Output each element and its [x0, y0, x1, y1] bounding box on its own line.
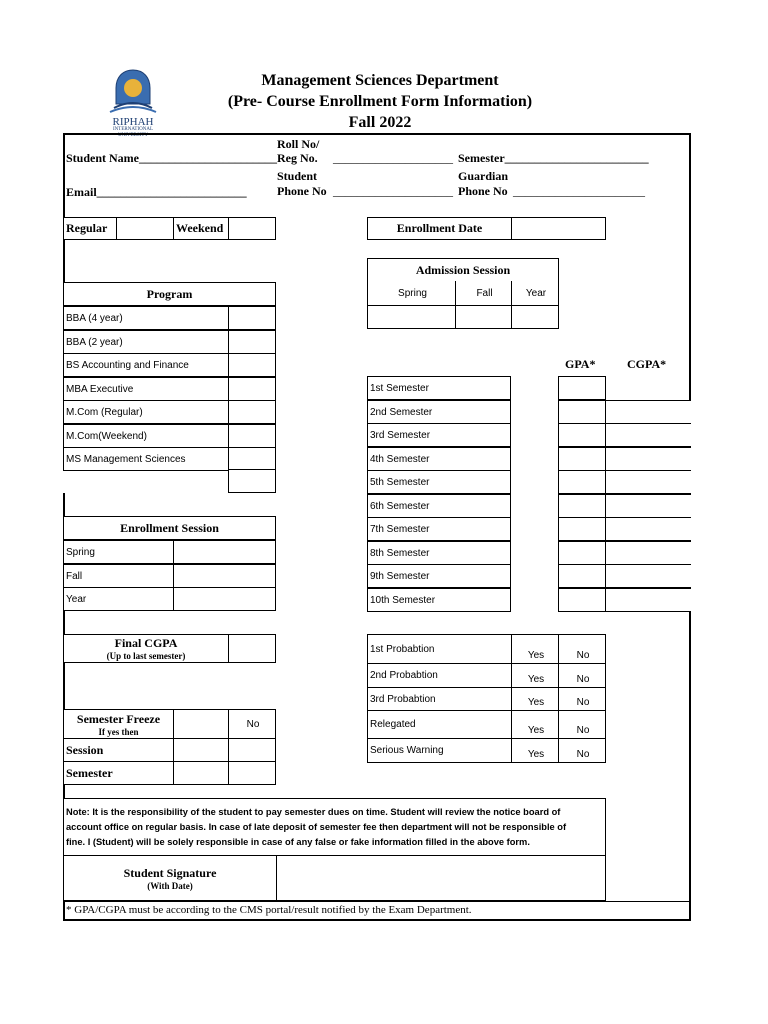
program-label: MBA Executive — [64, 378, 229, 400]
semester-row — [367, 541, 511, 565]
final-cgpa-field[interactable] — [229, 635, 275, 662]
enrollment-session-title: Enrollment Session — [120, 520, 219, 535]
probation-row — [367, 687, 606, 711]
probation-row — [367, 710, 606, 739]
program-row — [63, 377, 276, 401]
cgpa-field[interactable] — [605, 517, 691, 541]
weekend-label: Weekend — [174, 218, 229, 239]
note-line-2: account office on regular basis. In case of late deposit of semester fee then department will not be responsible of — [66, 822, 567, 832]
enrollment-session-field[interactable] — [174, 541, 275, 563]
mode-row — [63, 217, 276, 240]
final-cgpa-row — [63, 634, 276, 663]
freeze-no-label: No — [246, 718, 260, 730]
admission-spring-field[interactable] — [368, 306, 456, 328]
university-logo — [100, 68, 166, 138]
cgpa-header: CGPA* — [627, 357, 667, 371]
enrollment-session-title-row — [63, 516, 276, 540]
program-row — [63, 306, 276, 330]
semester-row — [367, 376, 511, 400]
program-title-row — [63, 282, 276, 306]
logo-sub2: UNIVERSITY — [118, 133, 148, 138]
program-checkbox[interactable] — [229, 401, 275, 423]
admission-cols-row — [367, 281, 559, 306]
probation-no[interactable]: No — [576, 725, 590, 736]
admission-col-fall: Fall — [456, 281, 512, 305]
gpa-field[interactable] — [558, 494, 606, 518]
semester-label: 6th Semester — [370, 500, 430, 512]
program-checkbox[interactable] — [229, 331, 275, 353]
program-row — [63, 330, 276, 354]
probation-label: Serious Warning — [368, 739, 512, 762]
program-label: MS Management Sciences — [64, 448, 229, 470]
semester-row — [367, 470, 511, 494]
semester-label: 10th Semester — [370, 594, 436, 606]
freeze-session-label: Session — [64, 739, 174, 761]
page-subtitle: (Pre- Course Enrollment Form Information) — [227, 93, 533, 110]
signature-sub: (With Date) — [147, 880, 193, 891]
probation-label: 1st Probabtion — [368, 635, 512, 663]
reg-no-field[interactable]: ____________________ — [333, 151, 453, 165]
admission-input-row — [367, 305, 559, 329]
admission-year-field[interactable] — [512, 306, 558, 328]
program-extra-cell[interactable] — [228, 469, 276, 493]
admission-fall-field[interactable] — [456, 306, 512, 328]
final-cgpa-sub: (Up to last semester) — [106, 651, 186, 661]
student-phone-label: Phone No — [277, 184, 327, 198]
probation-no[interactable]: No — [576, 749, 590, 760]
freeze-session-field2[interactable] — [229, 739, 275, 761]
probation-label: Relegated — [368, 711, 512, 738]
semester-label: 4th Semester — [370, 453, 430, 465]
gpa-field[interactable] — [558, 423, 606, 447]
program-checkbox[interactable] — [229, 448, 275, 470]
freeze-semester-field2[interactable] — [229, 762, 275, 784]
logo-sub1: INTERNATIONAL — [113, 127, 153, 132]
gpa-field[interactable] — [558, 376, 606, 400]
gpa-field[interactable] — [558, 541, 606, 565]
enrollment-date-label: Enrollment Date — [368, 218, 512, 239]
program-label: BBA (4 year) — [64, 307, 229, 329]
semester-row — [367, 588, 511, 612]
enrollment-session-label: Fall — [64, 565, 174, 587]
freeze-yes-field[interactable] — [174, 710, 229, 738]
signature-field[interactable] — [277, 856, 605, 900]
semester-label: 2nd Semester — [370, 406, 433, 418]
footnote: * GPA/CGPA must be according to the CMS portal/result notified by the Exam Department. — [66, 904, 472, 916]
gpa-field[interactable] — [558, 447, 606, 471]
guardian-phone-field[interactable]: ______________________ — [513, 184, 645, 198]
admission-title-row — [367, 258, 559, 282]
student-name-field[interactable]: Student Name_______________________ — [66, 151, 278, 165]
freeze-semester-field1[interactable] — [174, 762, 229, 784]
program-title: Program — [146, 286, 193, 301]
enrollment-session-label: Year — [64, 588, 174, 610]
regular-label: Regular — [64, 218, 117, 239]
enrollment-session-field[interactable] — [174, 588, 275, 610]
program-row — [63, 400, 276, 424]
program-label: BBA (2 year) — [64, 331, 229, 353]
cgpa-field[interactable] — [605, 400, 691, 424]
gpa-field[interactable] — [558, 470, 606, 494]
cgpa-field[interactable] — [605, 588, 691, 612]
gpa-field[interactable] — [558, 588, 606, 612]
student-label: Student — [277, 169, 318, 183]
probation-row — [367, 738, 606, 763]
semester-row — [367, 423, 511, 447]
regular-checkbox[interactable] — [117, 218, 174, 239]
semester-label: 8th Semester — [370, 547, 430, 559]
program-row — [63, 447, 276, 471]
signature-title: Student Signature — [123, 865, 217, 880]
semester-label: 7th Semester — [370, 523, 430, 535]
probation-label: 2nd Probabtion — [368, 664, 512, 687]
semester-label: 1st Semester — [370, 382, 429, 394]
cgpa-field[interactable] — [605, 541, 691, 565]
note-line-1: Note: It is the responsibility of the student to pay semester dues on time. Student will review the notice board of — [66, 807, 561, 817]
email-field[interactable]: Email_________________________ — [66, 185, 247, 199]
crest-icon — [100, 68, 166, 118]
freeze-session-row — [63, 738, 276, 762]
program-label: M.Com (Regular) — [64, 401, 229, 423]
page-title: Management Sciences Department — [261, 72, 499, 89]
enrollment-session-row — [63, 587, 276, 611]
semester-field[interactable]: Semester________________________ — [458, 151, 649, 165]
probation-yes[interactable]: Yes — [512, 711, 559, 738]
semester-row — [367, 517, 511, 541]
enrollment-session-row — [63, 564, 276, 588]
gpa-field[interactable] — [558, 400, 606, 424]
probation-row — [367, 663, 606, 688]
freeze-semester-row — [63, 761, 276, 785]
logo-text: RIPHAH — [112, 116, 154, 128]
semester-row — [367, 564, 511, 588]
program-row — [63, 424, 276, 448]
cgpa-field[interactable] — [605, 494, 691, 518]
admission-col-year: Year — [525, 287, 547, 299]
probation-row — [367, 634, 606, 664]
admission-session-title: Admission Session — [415, 262, 511, 277]
signature-row — [63, 855, 606, 901]
semester-row — [367, 400, 511, 424]
note-box — [63, 798, 606, 856]
final-cgpa-title: Final CGPA — [114, 636, 178, 650]
reg-no-label: Reg No. — [277, 151, 318, 165]
program-label: BS Accounting and Finance — [64, 354, 229, 376]
enrollment-date-field[interactable] — [512, 218, 605, 239]
cgpa-field[interactable] — [605, 564, 691, 588]
enrollment-session-row — [63, 540, 276, 564]
program-checkbox[interactable] — [229, 354, 275, 376]
enrollment-session-field[interactable] — [174, 565, 275, 587]
freeze-sub: If yes then — [98, 726, 139, 737]
program-checkbox[interactable] — [229, 425, 275, 447]
semester-row — [367, 447, 511, 471]
probation-label: 3rd Probabtion — [368, 688, 512, 710]
program-checkbox[interactable] — [229, 307, 275, 329]
cgpa-field[interactable] — [605, 447, 691, 471]
freeze-row — [63, 709, 276, 739]
semester-label: 5th Semester — [370, 476, 430, 488]
probation-no[interactable]: No — [576, 650, 590, 661]
probation-no[interactable]: No — [576, 674, 590, 685]
semester-label: 3rd Semester — [370, 429, 431, 441]
cgpa-field[interactable] — [605, 423, 691, 447]
page-term: Fall 2022 — [348, 114, 412, 131]
semester-row — [367, 494, 511, 518]
roll-no-label: Roll No/ — [277, 137, 320, 151]
probation-yes[interactable]: Yes — [512, 635, 559, 663]
probation-yes[interactable]: Yes — [512, 688, 559, 710]
freeze-session-field1[interactable] — [174, 739, 229, 761]
weekend-checkbox[interactable] — [229, 218, 275, 239]
gpa-field[interactable] — [558, 564, 606, 588]
admission-col-spring: Spring — [368, 281, 456, 305]
freeze-title: Semester Freeze — [76, 711, 161, 726]
student-phone-field[interactable]: ____________________ — [333, 184, 453, 198]
freeze-semester-label: Semester — [64, 762, 174, 784]
probation-yes[interactable]: Yes — [512, 664, 559, 687]
enrollment-session-label: Spring — [64, 541, 174, 563]
program-label: M.Com(Weekend) — [64, 425, 229, 447]
semester-label: 9th Semester — [370, 570, 430, 582]
gpa-field[interactable] — [558, 517, 606, 541]
guardian-phone-label: Phone No — [458, 184, 508, 198]
gpa-header: GPA* — [565, 357, 596, 371]
enrollment-date-row — [367, 217, 606, 240]
program-row — [63, 353, 276, 377]
probation-no[interactable]: No — [576, 697, 590, 708]
cgpa-field[interactable] — [605, 470, 691, 494]
program-checkbox[interactable] — [229, 378, 275, 400]
guardian-label: Guardian — [458, 169, 509, 183]
probation-yes[interactable]: Yes — [512, 739, 559, 762]
note-line-3: fine. I (Student) will be solely responsible in case of any false or fake information filled in the above form. — [66, 837, 530, 847]
